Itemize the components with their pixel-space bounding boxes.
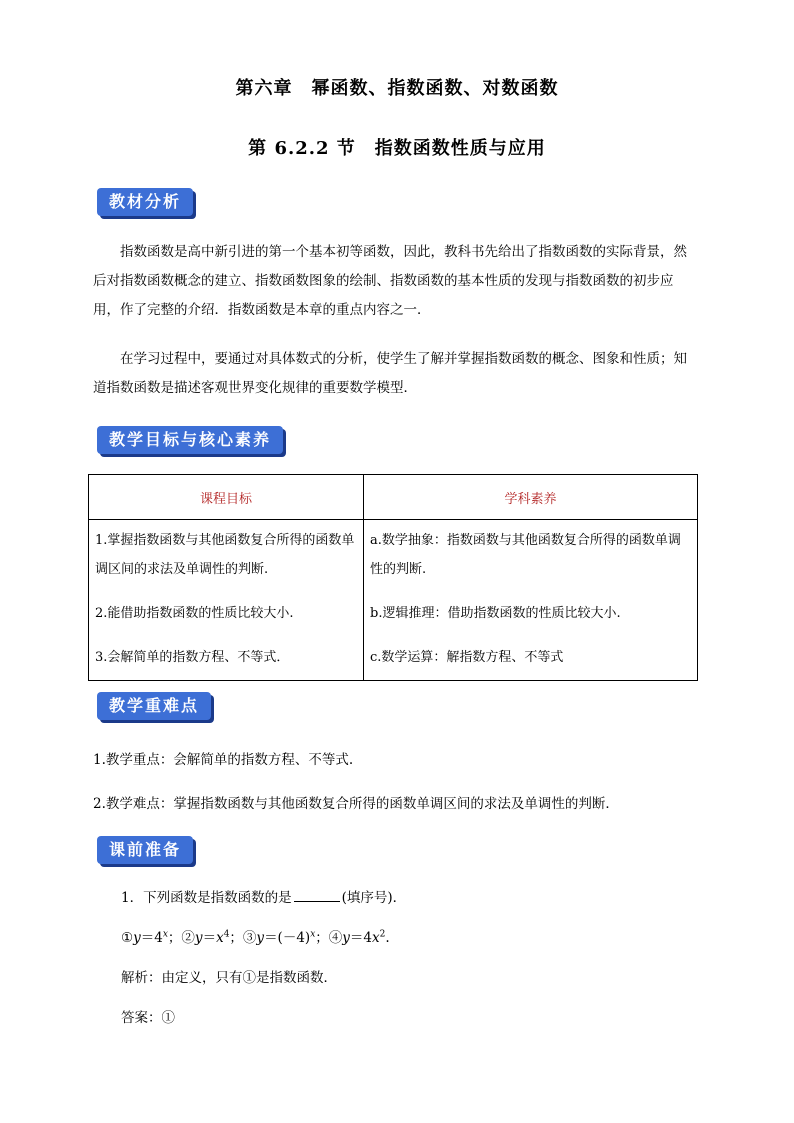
teaching-focus: 1.教学重点：会解简单的指数方程、不等式. (93, 752, 354, 768)
literacy-item: a.数学抽象：指数函数与其他函数复合所得的函数单调性的判断. (370, 533, 681, 577)
goals-table (88, 474, 698, 681)
goals-badge: 教学目标与核心素养 (97, 426, 283, 454)
option-4: $④y=4x^2$ (328, 929, 386, 946)
keypoints-badge: 教学重难点 (97, 692, 211, 720)
goals-table-header-row (89, 475, 698, 520)
prep-question (121, 886, 406, 906)
analysis-badge: 教材分析 (97, 188, 193, 216)
literacy-item: c.数学运算：解指数方程、不等式 (370, 650, 564, 665)
goals-col2-header: 学科素养 (364, 475, 698, 520)
course-goal-item: 3.会解简单的指数方程、不等式． (95, 650, 290, 665)
course-goal-item: 1.掌握指数函数与其他函数复合所得的函数单调区间的求法及单调性的判断. (95, 533, 355, 577)
option-2: $②y=x^4$ (181, 929, 230, 946)
section-title: 第 6.2.2 节 指数函数性质与应用 (248, 138, 546, 159)
option-1: $①y=4^x$ (121, 929, 168, 946)
option-3: $③y=(-4)^x$ (242, 929, 316, 946)
prep-options: $①y=4^x$；$②y=x^4$；$③y=(-4)^x$；$④y=4x^2$. (121, 929, 390, 946)
analysis-paragraph-2: 在学习过程中，要通过对具体数式的分析，使学生了解并掌握指数函数的概念、图象和性质；知道指数函数是描述客观世界变化规律的重要数学模型． (93, 351, 687, 396)
answer-blank (294, 889, 340, 902)
literacy-item: b.逻辑推理：借助指数函数的性质比较大小. (370, 606, 621, 621)
teaching-difficulty: 2.教学难点：掌握指数函数与其他函数复合所得的函数单调区间的求法及单调性的判断． (93, 796, 619, 812)
prep-analysis: 解析：由定义，只有①是指数函数． (121, 970, 337, 986)
prep-answer: 答案：① (121, 1010, 175, 1026)
chapter-title: 第六章 幂函数、指数函数、对数函数 (235, 78, 559, 99)
analysis-paragraph-1: 指数函数是高中新引进的第一个基本初等函数，因此，教科书先给出了指数函数的实际背景，然后对指数函数概念的建立、指数函数图象的绘制、指数函数的基本性质的发现与指数函数的初步应用，作了完整的介绍．指数函数是本章的重点内容之一． (93, 244, 687, 318)
question-prefix: 1．下列函数是指数函数的是 (121, 890, 292, 906)
question-suffix: (填序号)． (341, 890, 407, 906)
course-goals-cell (89, 520, 364, 681)
goals-table-row (89, 520, 698, 681)
goals-col1-header: 课程目标 (89, 475, 364, 520)
prep-badge: 课前准备 (97, 836, 193, 864)
course-goal-item: 2.能借助指数函数的性质比较大小. (95, 606, 294, 621)
literacy-cell (364, 520, 698, 681)
